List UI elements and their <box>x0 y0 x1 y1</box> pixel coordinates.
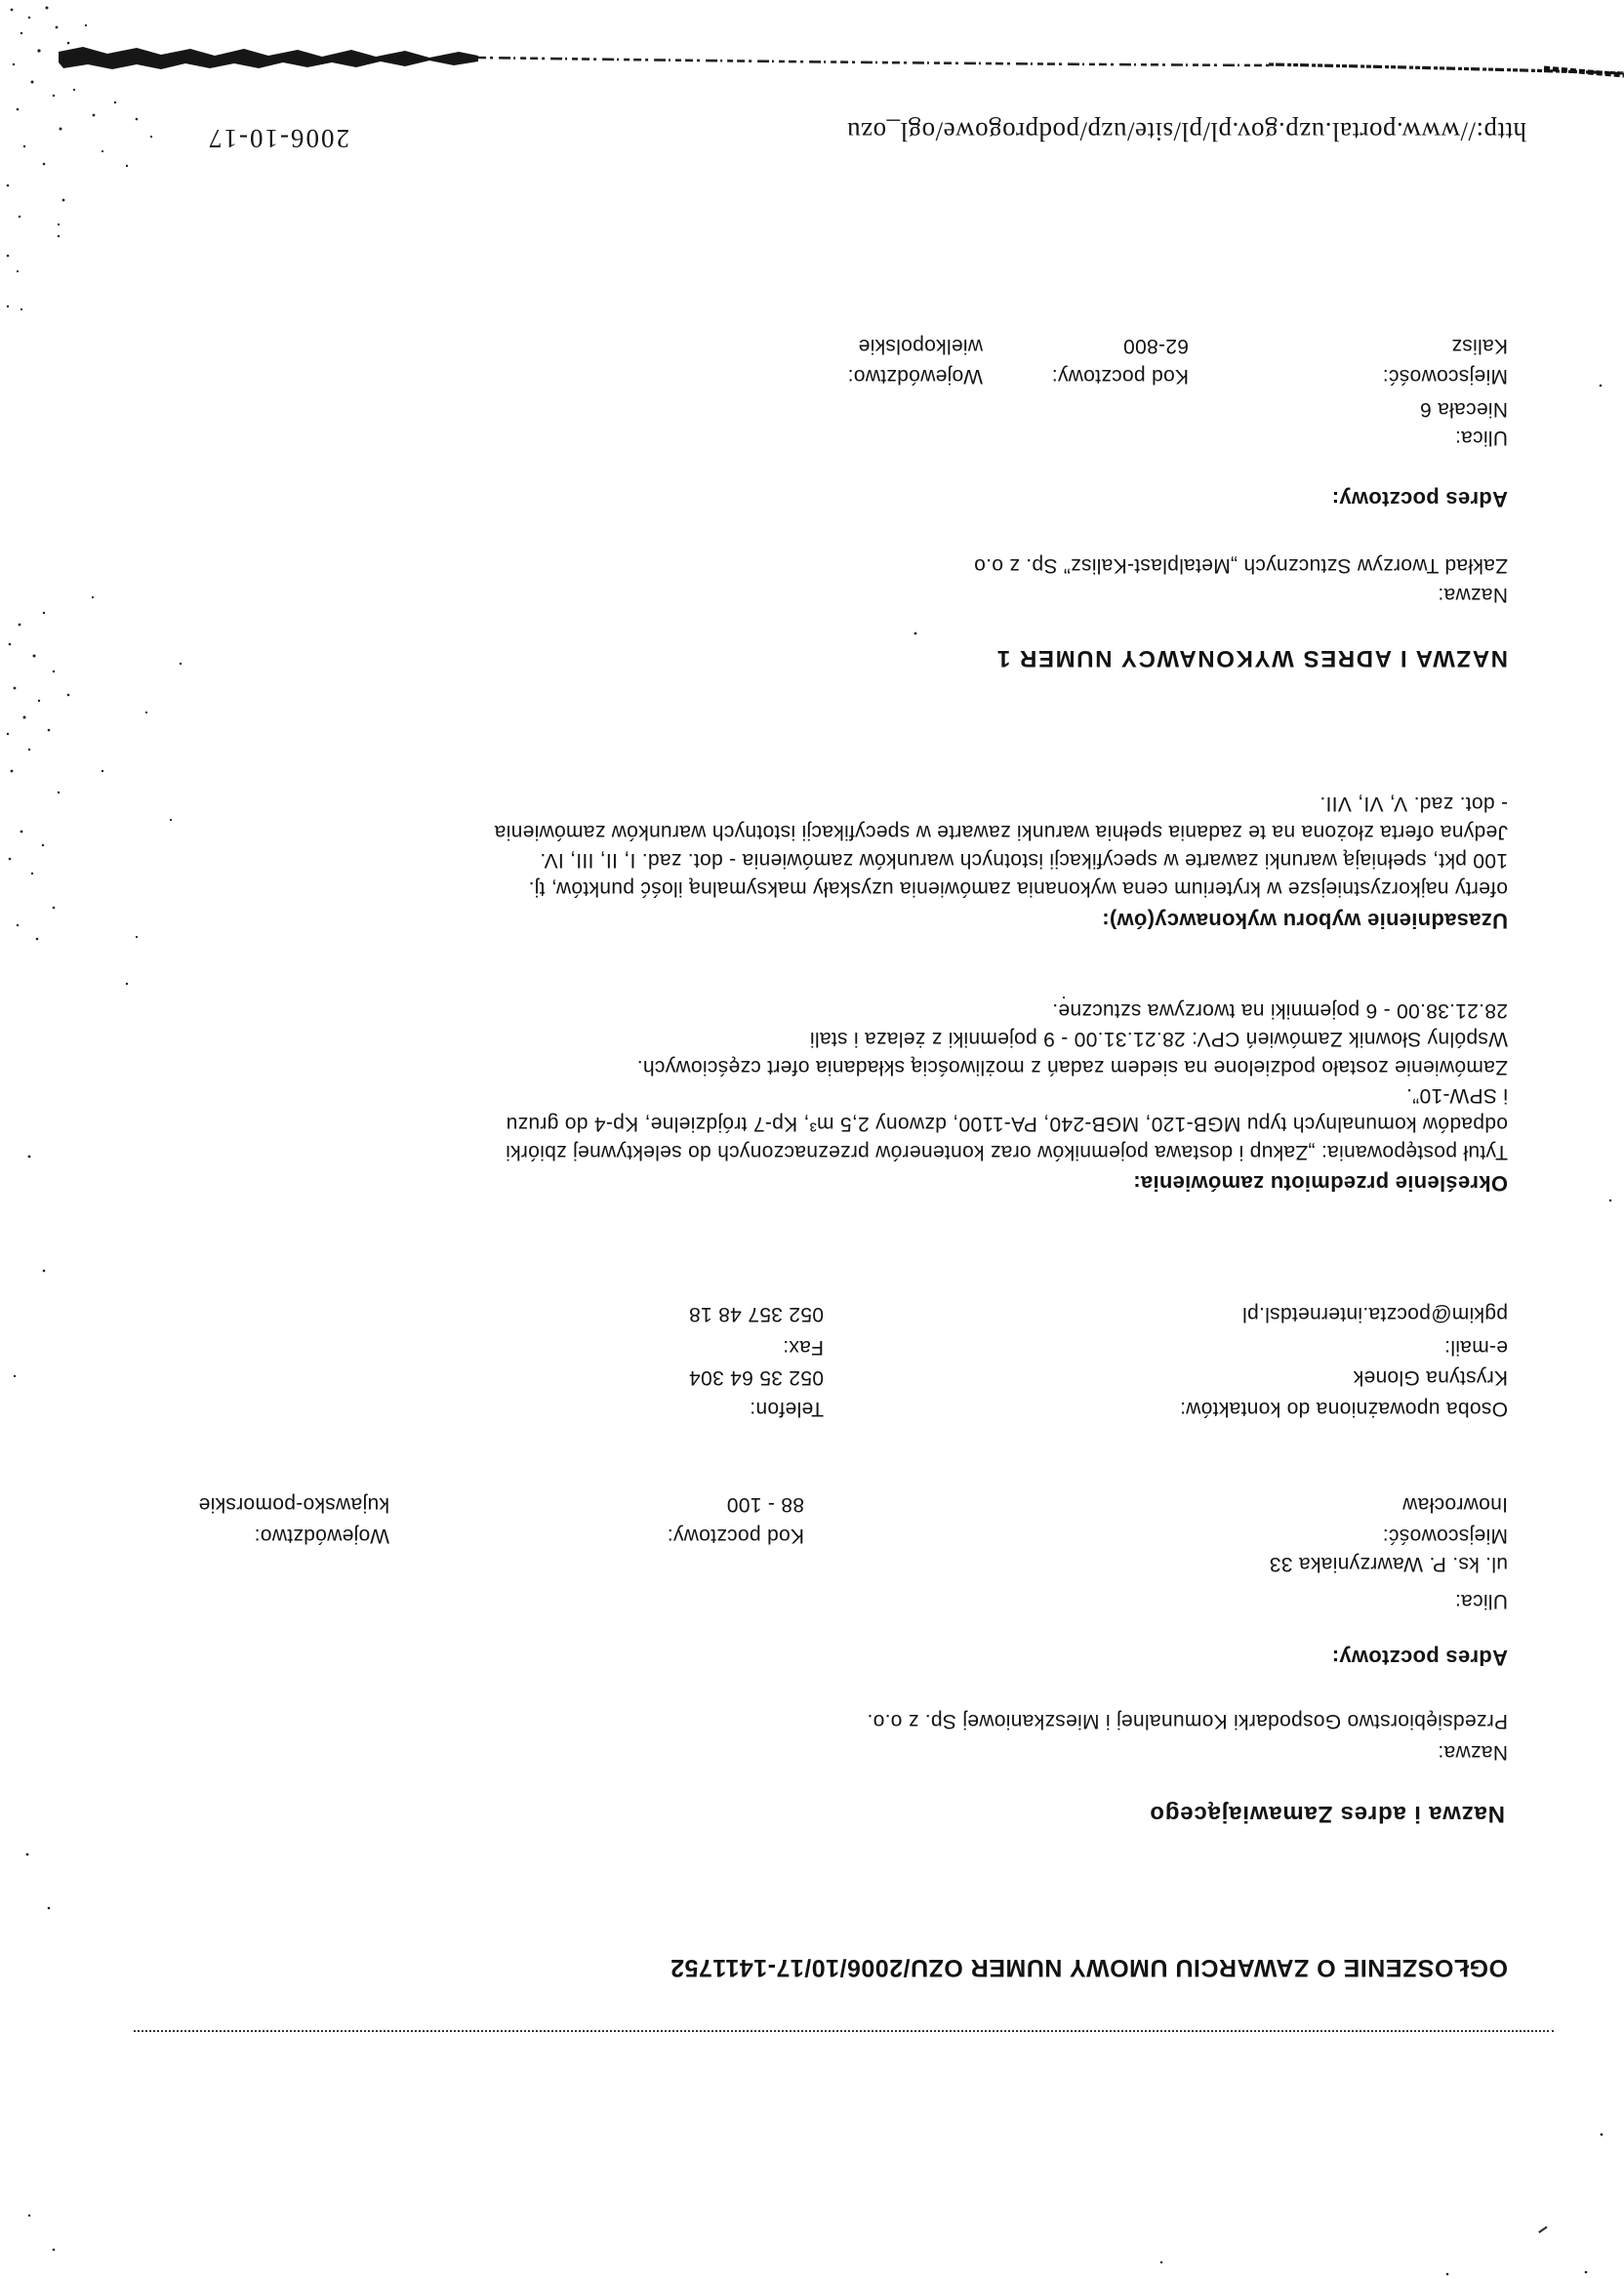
contractor-street: Niecała 6 <box>1419 398 1508 421</box>
authority-phone: 052 35 64 304 <box>688 1366 824 1389</box>
authority-fax-label: Fax: <box>782 1336 824 1359</box>
authority-street: ul. ks. P. Wawrzyniaka 33 <box>1269 1553 1508 1575</box>
footer-print-date: 2006-10-17 <box>207 124 349 153</box>
authority-contact-person: Krystyna Glonek <box>1353 1366 1508 1389</box>
authority-city: Inowrocław <box>1401 1493 1508 1516</box>
authority-fax: 052 357 48 18 <box>688 1303 824 1325</box>
authority-province-label: Województwo: <box>254 1525 389 1547</box>
contractor-section-title: NAZWA I ADRES WYKONAWCY NUMER 1 <box>995 645 1508 671</box>
justification-line: oferty najkorzystniejsze w kryterium cena wykonania zamówienia uzyskały maksymalną ilość punktów, tj. <box>528 877 1508 900</box>
authority-province: kujawsko-pomorskie <box>198 1493 389 1516</box>
contractor-postal-code-label: Kod pocztowy: <box>1051 365 1189 387</box>
subject-line: Wspólny Słownik Zamówień CPV: 28.21.31.00 - 9 pojemniki z żelaza i stali <box>809 1028 1508 1050</box>
subject-line: 28.21.38.00 - 6 pojemniki na tworzywa sztuczne. <box>1051 999 1508 1022</box>
justification-line: 100 pkt, spełniają warunki zawarte w specyfikacji istotnych warunków zamówienia - dot. zad. I, II, III, IV. <box>540 849 1508 872</box>
contractor-province: wielkopolskie <box>858 335 983 357</box>
authority-postal-code-label: Kod pocztowy: <box>667 1525 804 1547</box>
subject-section-title: Określenie przedmiotu zamówienia: <box>1133 1171 1508 1196</box>
authority-email-label: e-mail: <box>1443 1336 1508 1359</box>
justification-line: - dot. zad. V, VI, VII. <box>1320 793 1508 815</box>
subject-line: odpadów komunalnych typu MGB-120, MGB-240, PA-1100, dzwony 2,5 m³, Kp-7 trójdzielne, Kp-4 do gruzu <box>506 1113 1508 1135</box>
authority-phone-label: Telefon: <box>750 1398 824 1420</box>
subject-line: i SPW-10”. <box>1405 1084 1508 1107</box>
authority-postal-address-label: Adres pocztowy: <box>1331 1646 1508 1670</box>
dotted-separator-line <box>134 2030 1554 2032</box>
authority-section-title: Nazwa i adres Zamawiającego <box>1149 1801 1505 1827</box>
justification-section-title: Uzasadnienie wyboru wykonawcy(ów): <box>1101 909 1508 933</box>
contractor-postal-code: 62-800 <box>1122 335 1189 357</box>
authority-city-label: Miejscowość: <box>1382 1525 1508 1547</box>
authority-postal-code: 88 - 100 <box>726 1493 804 1516</box>
authority-name: Przedsiębiorstwo Gospodarki Komunalnej i Mieszkaniowej Sp. z o.o. <box>867 1710 1508 1732</box>
contractor-street-label: Ulica: <box>1454 427 1508 449</box>
subject-line: Zamówienie zostało podzielone na siedem zadań z możliwością składania ofert częściowych. <box>636 1056 1508 1078</box>
justification-line: Jedyna oferta złożona na te zadania spełnia warunki zawarte w specyfikacji istotnych warunków zamówienia <box>494 821 1508 843</box>
contractor-province-label: Województwo: <box>847 365 983 387</box>
authority-street-label: Ulica: <box>1454 1590 1508 1612</box>
document-title: OGŁOSZENIE O ZAWARCIU UMOWY NUMER OZU/2006/10/17-1411752 <box>670 1954 1508 1981</box>
authority-contact-person-label: Osoba upoważniona do kontaktów: <box>1179 1398 1508 1420</box>
contractor-postal-address-label: Adres pocztowy: <box>1331 487 1508 511</box>
authority-email: pgkim@poczta.internetdsl.pl <box>1241 1303 1508 1325</box>
contractor-city: Kalisz <box>1451 335 1508 357</box>
contractor-city-label: Miejscowość: <box>1382 365 1508 387</box>
contractor-name: Zakład Tworzyw Sztucznych „Metalplast-Kalisz” Sp. z o.o <box>973 554 1508 577</box>
authority-name-label: Nazwa: <box>1438 1741 1508 1764</box>
contractor-name-label: Nazwa: <box>1438 584 1508 606</box>
footer-source-url: http://www.portal.uzp.gov.pl/pl/site/uzp/podprogowe/ogl_ozu <box>846 117 1526 146</box>
subject-line: Tytuł postępowania: „Zakup i dostawa pojemników oraz kontenerów przeznaczonych do selektywnej zbiórki <box>505 1141 1508 1163</box>
